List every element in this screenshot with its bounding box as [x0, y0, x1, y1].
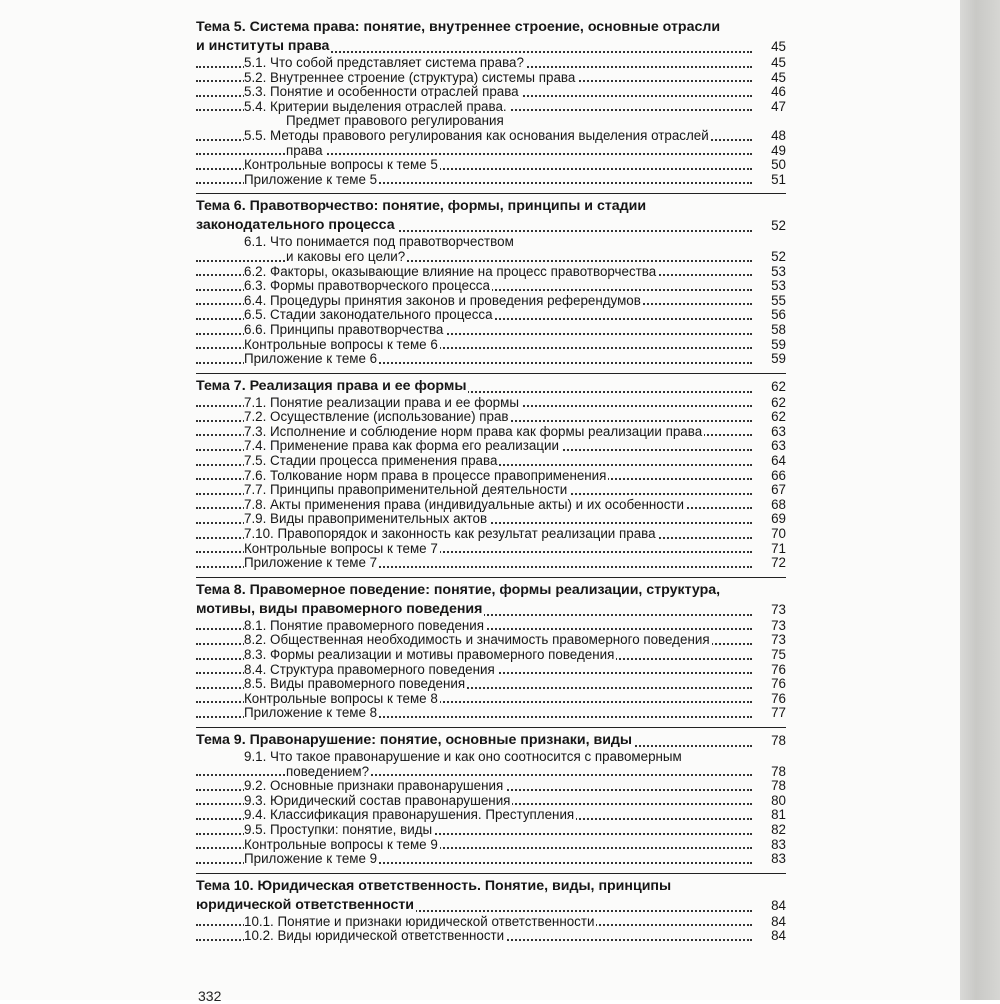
toc-entry — [196, 173, 786, 188]
toc-entry — [196, 265, 786, 280]
topic-heading — [196, 377, 786, 396]
toc-entry — [196, 915, 786, 930]
entry-page-number: 52 — [771, 218, 786, 234]
entry-page-number: 56 — [771, 307, 786, 323]
entry-page-number: 45 — [771, 39, 786, 54]
entry-page-number: 69 — [771, 511, 786, 527]
toc-entry — [196, 512, 786, 527]
toc-entry — [196, 483, 786, 498]
toc-entry — [196, 352, 786, 367]
entry-page-number: 62 — [771, 394, 786, 410]
entry-page-number: 59 — [771, 336, 786, 352]
entry-title: 7.5. Стадии процесса применения права — [244, 453, 498, 469]
entry-title: Тема 6. Правотворчество: понятие, формы, принципы и стадии — [196, 198, 647, 215]
entry-page-number: 76 — [771, 661, 786, 677]
entry-title: 7.10. Правопорядок и законность как результат реализации права — [244, 526, 656, 542]
entry-page-number: 71 — [771, 540, 786, 556]
toc-entry — [196, 750, 786, 765]
entry-title: Тема 7. Реализация права и ее формы — [196, 377, 467, 394]
entry-page-number: 66 — [771, 467, 786, 483]
toc-entry — [196, 663, 786, 678]
entry-page-number: 76 — [771, 690, 786, 706]
entry-title: Предмет правового регулирования — [286, 113, 504, 129]
entry-title: 6.4. Процедуры принятия законов и проведения референдумов — [244, 292, 641, 308]
toc-entry — [196, 808, 786, 823]
toc-entry — [196, 425, 786, 440]
toc-topic — [196, 873, 786, 944]
entry-page-number: 80 — [771, 792, 786, 808]
entry-title: Контрольные вопросы к теме 5 — [244, 157, 438, 173]
entry-title: 7.3. Исполнение и соблюдение норм права как формы реализации права — [244, 423, 703, 439]
entry-page-number: 62 — [771, 409, 786, 425]
entry-title: 6.1. Что понимается под правотворчеством — [244, 234, 514, 250]
entry-page-number: 52 — [771, 248, 786, 264]
entry-title: 8.4. Структура правомерного поведения — [244, 661, 495, 677]
toc-topic — [196, 18, 786, 187]
toc-entry — [196, 85, 786, 100]
toc-entry — [196, 439, 786, 454]
entry-title: 6.6. Принципы правотворчества — [244, 321, 444, 337]
entry-title: 6.2. Факторы, оказывающие влияние на процесс правотворчества — [244, 263, 657, 279]
toc-entry — [196, 454, 786, 469]
entry-page-number: 47 — [771, 98, 786, 114]
toc-entry-continuation — [196, 114, 786, 129]
toc-entry-continuation — [196, 144, 786, 159]
toc-entry — [196, 779, 786, 794]
entry-page-number: 53 — [771, 263, 786, 279]
entry-title: 10.1. Понятие и признаки юридической ответственности — [244, 913, 595, 929]
entry-title: 8.3. Формы реализации и мотивы правомерного поведения — [244, 647, 615, 662]
toc-entry — [196, 294, 786, 309]
toc-entry — [196, 527, 786, 542]
entry-page-number: 78 — [771, 778, 786, 794]
entry-page-number: 78 — [771, 732, 786, 748]
entry-title: 5.1. Что собой представляет система права? — [244, 55, 524, 70]
entry-title: 6.3. Формы правотворческого процесса — [244, 278, 490, 294]
entry-page-number: 67 — [771, 482, 786, 498]
entry-title: и каковы его цели? — [286, 248, 406, 264]
entry-title: 7.1. Понятие реализации права и ее формы — [244, 394, 519, 410]
entry-page-number: 68 — [771, 496, 786, 512]
toc-entry — [196, 677, 786, 692]
toc-entry — [196, 279, 786, 294]
entry-title: 9.5. Проступки: понятие, виды — [244, 821, 433, 837]
entry-page-number: 83 — [771, 836, 786, 852]
entry-title: 6.5. Стадии законодательного процесса — [244, 307, 493, 323]
entry-title: Тема 9. Правонарушение: понятие, основные признаки, виды — [196, 731, 633, 748]
book-gutter — [960, 0, 1000, 1000]
entry-page-number: 73 — [771, 632, 786, 648]
dot-leader — [196, 774, 752, 776]
topic-heading — [196, 197, 786, 216]
entry-page-number: 83 — [771, 851, 786, 867]
toc-entry — [196, 410, 786, 425]
topic-heading — [196, 18, 786, 37]
toc-entry — [196, 556, 786, 571]
entry-page-number: 59 — [771, 351, 786, 367]
entry-title: 10.2. Виды юридической ответственности — [244, 928, 505, 944]
entry-page-number: 81 — [771, 807, 786, 823]
topic-heading — [196, 600, 786, 619]
entry-page-number: 55 — [771, 292, 786, 308]
entry-page-number: 46 — [771, 84, 786, 100]
entry-title: и институты права — [196, 38, 330, 54]
entry-title: 8.2. Общественная необходимость и значимость правомерного поведения — [244, 632, 710, 648]
entry-title: 9.1. Что такое правонарушение и как оно соотносится с правомерным — [244, 748, 682, 764]
entry-title: законодательного процесса — [196, 217, 395, 234]
entry-page-number: 63 — [771, 423, 786, 439]
dot-leader — [196, 260, 752, 262]
entry-title: юридической ответственности — [196, 896, 415, 913]
entry-page-number: 53 — [771, 278, 786, 294]
entry-page-number: 75 — [771, 647, 786, 662]
toc-entry — [196, 338, 786, 353]
topic-heading — [196, 216, 786, 235]
toc-topic — [196, 193, 786, 366]
entry-page-number: 84 — [771, 913, 786, 929]
entry-title: 5.3. Понятие и особенности отраслей права — [244, 84, 519, 100]
toc-topic — [196, 727, 786, 867]
entry-title: права — [286, 142, 323, 158]
entry-page-number: 58 — [771, 321, 786, 337]
entry-title: 5.4. Критерии выделения отраслей права. — [244, 98, 507, 114]
entry-title: 9.2. Основные признаки правонарушения — [244, 778, 504, 794]
entry-title: Приложение к теме 7 — [244, 555, 378, 571]
entry-title: Тема 8. Правомерное поведение: понятие, формы реализации, структура, — [196, 581, 721, 598]
toc-entry — [196, 308, 786, 323]
toc-entry-continuation — [196, 765, 786, 780]
entry-page-number: 64 — [771, 453, 786, 469]
toc-entry — [196, 158, 786, 173]
topic-heading — [196, 37, 786, 56]
entry-title: Приложение к теме 5 — [244, 171, 378, 187]
toc-entry — [196, 692, 786, 707]
entry-page-number: 73 — [771, 601, 786, 617]
toc-entry — [196, 498, 786, 513]
toc-entry-continuation — [196, 250, 786, 265]
entry-title: 7.2. Осуществление (использование) прав — [244, 409, 509, 425]
toc-entry — [196, 648, 786, 663]
toc-entry — [196, 71, 786, 86]
toc-entry — [196, 633, 786, 648]
entry-title: 7.8. Акты применения права (индивидуальные акты) и их особенности — [244, 496, 685, 512]
entry-title: Контрольные вопросы к теме 7 — [244, 540, 438, 556]
topic-heading — [196, 877, 786, 896]
entry-title: 9.3. Юридический состав правонарушения — [244, 792, 511, 808]
toc-topic — [196, 373, 786, 571]
toc-entry — [196, 129, 786, 144]
toc-entry — [196, 323, 786, 338]
entry-title: 7.9. Виды правоприменительных актов — [244, 511, 488, 527]
page-number: 332 — [198, 988, 222, 1004]
toc-entry — [196, 619, 786, 634]
topic-heading — [196, 581, 786, 600]
toc-entry — [196, 823, 786, 838]
entry-title: 7.4. Применение права как форма его реализации — [244, 438, 559, 454]
toc-entry — [196, 469, 786, 484]
entry-title: 9.4. Классификация правонарушения. Преступления — [244, 807, 575, 823]
toc-entry — [196, 100, 786, 115]
dot-leader — [196, 153, 752, 155]
entry-title: Приложение к теме 6 — [244, 351, 378, 367]
entry-page-number: 48 — [771, 127, 786, 143]
toc-entry — [196, 706, 786, 721]
entry-page-number: 78 — [771, 763, 786, 779]
entry-page-number: 72 — [771, 555, 786, 571]
entry-page-number: 70 — [771, 526, 786, 542]
entry-page-number: 82 — [771, 821, 786, 837]
entry-page-number: 76 — [771, 676, 786, 692]
entry-page-number: 62 — [771, 378, 786, 394]
toc-entry — [196, 235, 786, 250]
entry-page-number: 50 — [771, 157, 786, 173]
entry-title: 7.7. Принципы правоприменительной деятельности — [244, 482, 568, 498]
topic-heading — [196, 731, 786, 750]
toc-entry — [196, 542, 786, 557]
entry-page-number: 77 — [771, 705, 786, 721]
entry-title: Приложение к теме 9 — [244, 851, 378, 867]
entry-title: Тема 10. Юридическая ответственность. Понятие, виды, принципы — [196, 877, 672, 894]
entry-title: поведением? — [286, 763, 370, 779]
entry-title: Контрольные вопросы к теме 9 — [244, 836, 438, 852]
table-of-contents — [196, 18, 786, 944]
entry-page-number: 45 — [771, 55, 786, 70]
toc-entry — [196, 838, 786, 853]
toc-topic — [196, 577, 786, 721]
toc-entry — [196, 852, 786, 867]
entry-title: мотивы, виды правомерного поведения — [196, 600, 483, 617]
entry-page-number: 84 — [771, 897, 786, 913]
entry-title: 7.6. Толкование норм права в процессе правоприменения — [244, 467, 607, 483]
entry-page-number: 63 — [771, 438, 786, 454]
entry-title: Контрольные вопросы к теме 8 — [244, 690, 438, 706]
toc-entry — [196, 794, 786, 809]
entry-page-number: 73 — [771, 617, 786, 633]
toc-entry — [196, 929, 786, 944]
entry-title: 5.5. Методы правового регулирования как основания выделения отраслей — [244, 127, 709, 143]
toc-entry — [196, 56, 786, 71]
entry-page-number: 49 — [771, 142, 786, 158]
entry-title: Приложение к теме 8 — [244, 705, 378, 721]
entry-title: Тема 5. Система права: понятие, внутреннее строение, основные отрасли — [196, 19, 721, 35]
entry-title: Контрольные вопросы к теме 6 — [244, 336, 438, 352]
entry-page-number: 45 — [771, 69, 786, 85]
entry-page-number: 84 — [771, 928, 786, 944]
entry-title: 8.5. Виды правомерного поведения — [244, 676, 466, 692]
entry-title: 8.1. Понятие правомерного поведения — [244, 617, 485, 633]
entry-title: 5.2. Внутреннее строение (структура) системы права — [244, 69, 576, 85]
entry-page-number: 51 — [771, 171, 786, 187]
toc-entry — [196, 396, 786, 411]
topic-heading — [196, 896, 786, 915]
